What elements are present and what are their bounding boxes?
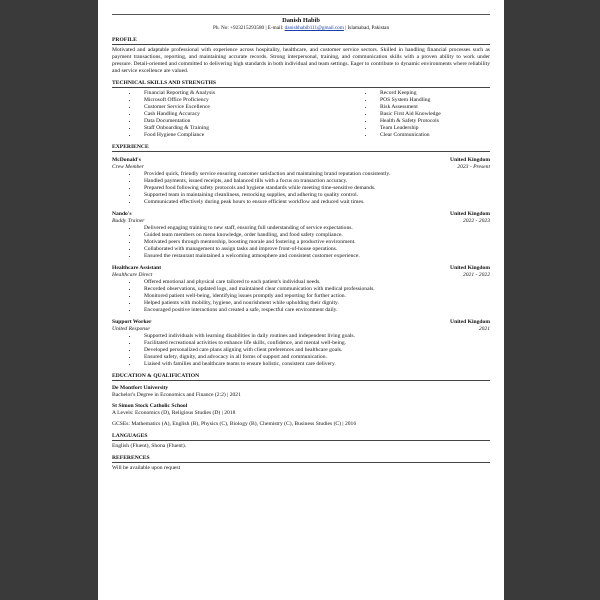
job-entry	[112, 319, 490, 368]
email-link[interactable]: danishhabib111@gmail.com	[284, 25, 344, 31]
skill-item: • Staff Onboarding & Training	[138, 125, 348, 132]
job-bullets	[112, 333, 490, 368]
skill-item: • Record Keeping	[374, 90, 441, 97]
education-heading: EDUCATION & QUALIFICATION	[112, 373, 490, 381]
top-rule	[112, 14, 490, 15]
resume-page	[98, 0, 504, 600]
candidate-name: Danish Habib	[282, 17, 320, 24]
job-bullet: • Prepared food following safety protocols and hygiene standards while meeting time-sensitive demands.	[138, 185, 490, 192]
profile-heading: PROFILE	[112, 37, 490, 45]
skill-item: • POS System Handling	[374, 97, 441, 104]
job-bullet: • Supported individuals with learning disabilities in daily routines and independent living goals.	[138, 333, 490, 340]
languages-heading: LANGUAGES	[112, 433, 490, 441]
job-location: United Kingdom	[450, 318, 490, 325]
job-bullet: • Liaised with families and healthcare teams to ensure holistic, consistent care delivery.	[138, 361, 490, 368]
job-bullet: • Collaborated with management to assign tasks and improve front-of-house operations.	[138, 246, 490, 253]
experience-heading: EXPERIENCE	[112, 144, 490, 152]
languages-text: English (Fluent), Shona (Fluent).	[112, 442, 187, 449]
education-entry	[112, 385, 490, 399]
job-bullets	[112, 279, 490, 314]
job-subheader	[112, 272, 490, 279]
job-dates: 2023 - Present	[457, 163, 490, 170]
contact-line	[112, 25, 490, 32]
job-header	[112, 157, 490, 164]
phone-text: Ph. No: +923215293580	[212, 25, 265, 31]
education-entry	[112, 403, 490, 417]
skill-item: • Data Documentation	[138, 118, 348, 125]
skill-item: • Risk Assessment	[374, 104, 441, 111]
job-title: Nando's	[112, 210, 132, 217]
job-subheader	[112, 164, 490, 171]
skill-item: • Financial Reporting & Analysis	[138, 90, 348, 97]
education-list	[112, 385, 490, 417]
job-role: Healthcare Direct	[112, 271, 153, 278]
job-dates: 2022 - 2023	[462, 217, 490, 224]
school-name: St Simon Stock Catholic School	[112, 402, 188, 409]
job-header	[112, 265, 490, 272]
job-header	[112, 211, 490, 218]
job-bullet: • Motivated peers through mentorship, boosting morale and fostering a productive environment.	[138, 239, 490, 246]
skill-item: • Health & Safety Protocols	[374, 118, 441, 125]
job-entry	[112, 265, 490, 314]
job-bullet: • Supported team in maintaining cleanliness, restocking supplies, and adhering to quality control.	[138, 192, 490, 199]
skills-list	[112, 90, 490, 139]
job-bullet: • Monitored patient well-being, identifying issues promptly and reporting for further action.	[138, 293, 490, 300]
job-bullets	[112, 225, 490, 260]
job-title: McDonald's	[112, 156, 141, 163]
job-bullet: • Developed personalized care plans aligning with client preferences and healthcare goals.	[138, 347, 490, 354]
job-dates: 2021	[478, 325, 490, 332]
job-title: Support Worker	[112, 318, 152, 325]
job-bullet: • Handled payments, issued receipts, and balanced tills with a focus on transaction accuracy.	[138, 178, 490, 185]
location-text: | Islamabad, Pakistan	[345, 25, 390, 31]
qualification-detail: A Levels: Economics (D), Religious Studies (D) | 2018	[112, 409, 236, 416]
job-bullet: • Ensured the restaurant maintained a welcoming atmosphere and consistent customer experience.	[138, 253, 490, 260]
job-bullet: • Encouraged positive interactions and created a safe, respectful care environment daily.	[138, 307, 490, 314]
gcse-line: GCSEs: Mathematics (A), English (B), Physics (C), Biology (B), Chemistry (C), Business Studies (C) | 2016	[112, 420, 357, 427]
experience-list	[112, 157, 490, 368]
job-role: United Response	[112, 325, 150, 332]
job-entry	[112, 211, 490, 260]
references-text: Will be available upon request	[112, 464, 181, 471]
job-dates: 2021 - 2022	[462, 271, 490, 278]
skills-left-column	[112, 90, 348, 139]
profile-text: Motivated and adaptable professional with experience across hospitality, healthcare, and customer service sectors. Skilled in handling financial processes such as payment transactions, reporting, and maintaining accurate records. Strong interpersonal, training, and communication skills with a proven ability to work under pressure. Detail-oriented and committed to delivering high standards in both individual and team settings. Eager to contribute to dynamic environments where reliability and service excellence are valued.	[112, 46, 490, 74]
job-bullet: • Provided quick, friendly service ensuring customer satisfaction and maintaining brand reputation consistently.	[138, 171, 490, 178]
skill-item: • Food Hygiene Compliance	[138, 132, 348, 139]
job-header	[112, 319, 490, 326]
job-bullet: • Guided team members on menu knowledge, order handling, and food safety compliance.	[138, 232, 490, 239]
job-bullets	[112, 171, 490, 206]
job-bullet: • Offered emotional and physical care tailored to each patient's individual needs.	[138, 279, 490, 286]
job-bullet: • Communicated effectively during peak hours to ensure efficient workflow and reduced wait times.	[138, 199, 490, 206]
job-subheader	[112, 326, 490, 333]
job-entry	[112, 157, 490, 206]
job-bullet: • Ensured safety, dignity, and advocacy in all forms of support and communication.	[138, 354, 490, 361]
skills-right-column	[348, 90, 441, 139]
school-name: De Montfort University	[112, 384, 169, 391]
job-location: United Kingdom	[450, 156, 490, 163]
skill-item: • Customer Service Excellence	[138, 104, 348, 111]
skill-item: • Basic First Aid Knowledge	[374, 111, 441, 118]
job-bullet: • Delivered engaging training to new staff, ensuring full understanding of service expectations.	[138, 225, 490, 232]
job-role: Crew Member	[112, 163, 144, 170]
job-location: United Kingdom	[450, 210, 490, 217]
job-role: Buddy Trainer	[112, 217, 145, 224]
job-bullet: • Recorded observations, updated logs, and maintained clear communication with medical professionals.	[138, 286, 490, 293]
references-heading: REFERENCES	[112, 455, 490, 463]
skill-item: • Cash Handling Accuracy	[138, 111, 348, 118]
skill-item: • Team Leadership	[374, 125, 441, 132]
job-title: Healthcare Assistant	[112, 264, 162, 271]
qualification-detail: Bachelor's Degree in Economics and Finance (2:2) | 2021	[112, 391, 241, 398]
job-location: United Kingdom	[450, 264, 490, 271]
job-bullet: • Helped patients with mobility, hygiene, and nourishment while upholding their dignity.	[138, 300, 490, 307]
job-bullet: • Facilitated recreational activities to enhance life skills, confidence, and mental well-being.	[138, 340, 490, 347]
skills-heading: TECHNICAL SKILLS AND STRENGTHS	[112, 80, 490, 88]
job-subheader	[112, 218, 490, 225]
email-label: | E-mail:	[265, 25, 284, 31]
skill-item: • Microsoft Office Proficiency	[138, 97, 348, 104]
skill-item: • Clear Communication	[374, 132, 441, 139]
